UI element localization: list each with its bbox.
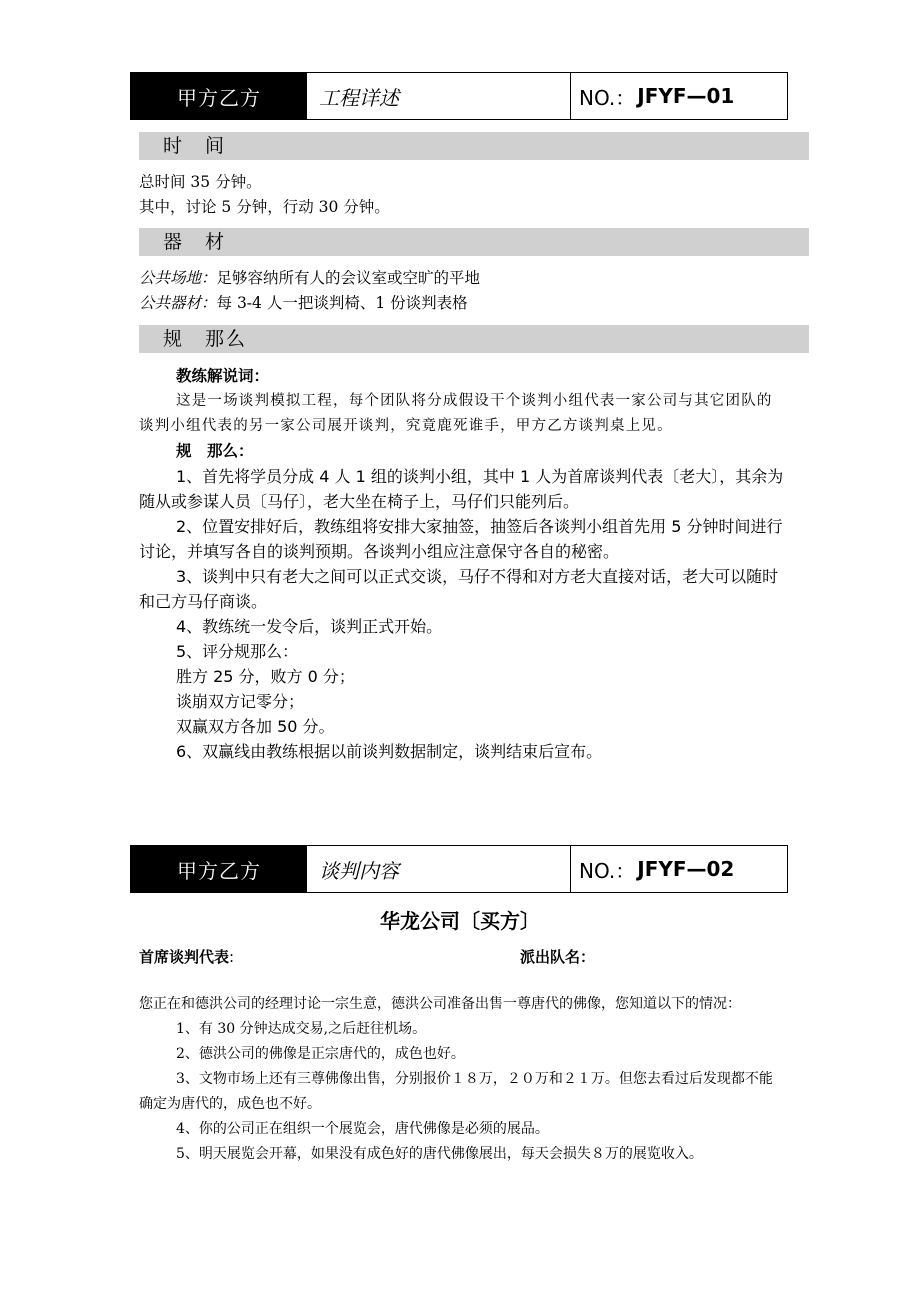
rule-item: 1、首先将学员分成 4 人 1 组的谈判小组，其中 1 人为首席谈判代表〔老大〕，其余为随从或参谋人员〔马仔〕，老大坐在椅子上，马仔们只能列后。 (139, 467, 784, 511)
equipment-block (139, 266, 784, 316)
rule-item: 3、谈判中只有老大之间可以正式交谈，马仔不得和对方老大直接对话，老大可以随时和己方马仔商谈。 (139, 567, 779, 611)
header-1-no-label: NO.： (579, 85, 636, 110)
header-2-no-label: NO.： (579, 858, 636, 883)
score-line: 双赢双方各加 50 分。 (176, 717, 335, 736)
rules-title: 规 那么： (176, 442, 254, 460)
time-split: 其中，讨论 5 分钟，行动 30 分钟。 (139, 198, 390, 216)
rep-label: 首席谈判代表 (139, 948, 230, 966)
coach-text: 这是一场谈判模拟工程，每个团队将分成假设干个谈判小组代表一家公司与其它团队的谈判小组代表的另一家公司展开谈判，究竟鹿死谁手，甲方乙方谈判桌上见。 (139, 393, 773, 434)
header-2-party: 甲方乙方 (131, 846, 307, 892)
fact-item: 3、文物市场上还有三尊佛像出售，分别报价１８万，２０万和２１万。但您去看过后发现都不能确定为唐代的，成色也不好。 (139, 1071, 773, 1112)
time-total: 总时间 35 分钟。 (139, 173, 262, 191)
gear-label: 公共器材： (139, 294, 217, 312)
header-1-no-value: JFYF—01 (637, 84, 735, 108)
gear-text: 每 3-4 人一把谈判椅、1 份谈判表格 (216, 294, 468, 312)
header-table-2 (130, 845, 788, 893)
rule-item: 5、评分规那么： (176, 642, 299, 661)
equipment-gear (139, 291, 784, 316)
header-2-topic: 谈判内容 (307, 846, 571, 892)
venue-text: 足够容纳所有人的会议室或空旷的平地 (216, 269, 481, 287)
rule-item: 4、教练统一发令后，谈判正式开始。 (176, 617, 443, 636)
header-1-number (571, 73, 787, 119)
fact-item: 5、明天展览会开幕，如果没有成色好的唐代佛像展出，每天会损失８万的展览收入。 (176, 1146, 703, 1162)
venue-label: 公共场地： (139, 269, 217, 287)
rep-colon: : (229, 948, 235, 966)
team-field: 派出队名： (520, 948, 596, 966)
coach-title: 教练解说词： (176, 367, 270, 385)
intro-text: 您正在和德洪公司的经理讨论一宗生意，德洪公司准备出售一尊唐代的佛像，您知道以下的情况： (139, 996, 741, 1012)
header-1-topic: 工程详述 (307, 73, 571, 119)
rule-item: 6、双赢线由教练根据以前谈判数据制定，谈判结束后宣布。 (176, 742, 603, 761)
header-2-number (571, 846, 787, 892)
fact-item: 4、你的公司正在组织一个展览会，唐代佛像是必须的展品。 (176, 1121, 549, 1137)
score-line: 谈崩双方记零分； (176, 692, 305, 711)
time-block (139, 170, 784, 220)
header-table-1 (130, 72, 788, 120)
score-line: 胜方 25 分，败方 0 分； (176, 667, 355, 686)
fact-item: 1、有 30 分钟达成交易,之后赶往机场。 (176, 1021, 427, 1037)
section-equipment: 器 材 (139, 228, 809, 256)
company-title: 华龙公司〔买方〕 (380, 909, 540, 933)
section-rules: 规 那么 (139, 325, 809, 353)
section-time: 时 间 (139, 132, 809, 160)
equipment-venue (139, 266, 784, 291)
rep-field (139, 946, 234, 967)
fact-item: 2、德洪公司的佛像是正宗唐代的，成色也好。 (176, 1046, 465, 1062)
rule-item: 2、位置安排好后，教练组将安排大家抽签，抽签后各谈判小组首先用 5 分钟时间进行讨论，并填写各自的谈判预期。各谈判小组应注意保守各自的秘密。 (139, 517, 783, 561)
header-2-no-value: JFYF—02 (637, 857, 735, 881)
rules-block (139, 364, 784, 764)
scenario-block (139, 992, 784, 1167)
header-1-party: 甲方乙方 (131, 73, 307, 119)
